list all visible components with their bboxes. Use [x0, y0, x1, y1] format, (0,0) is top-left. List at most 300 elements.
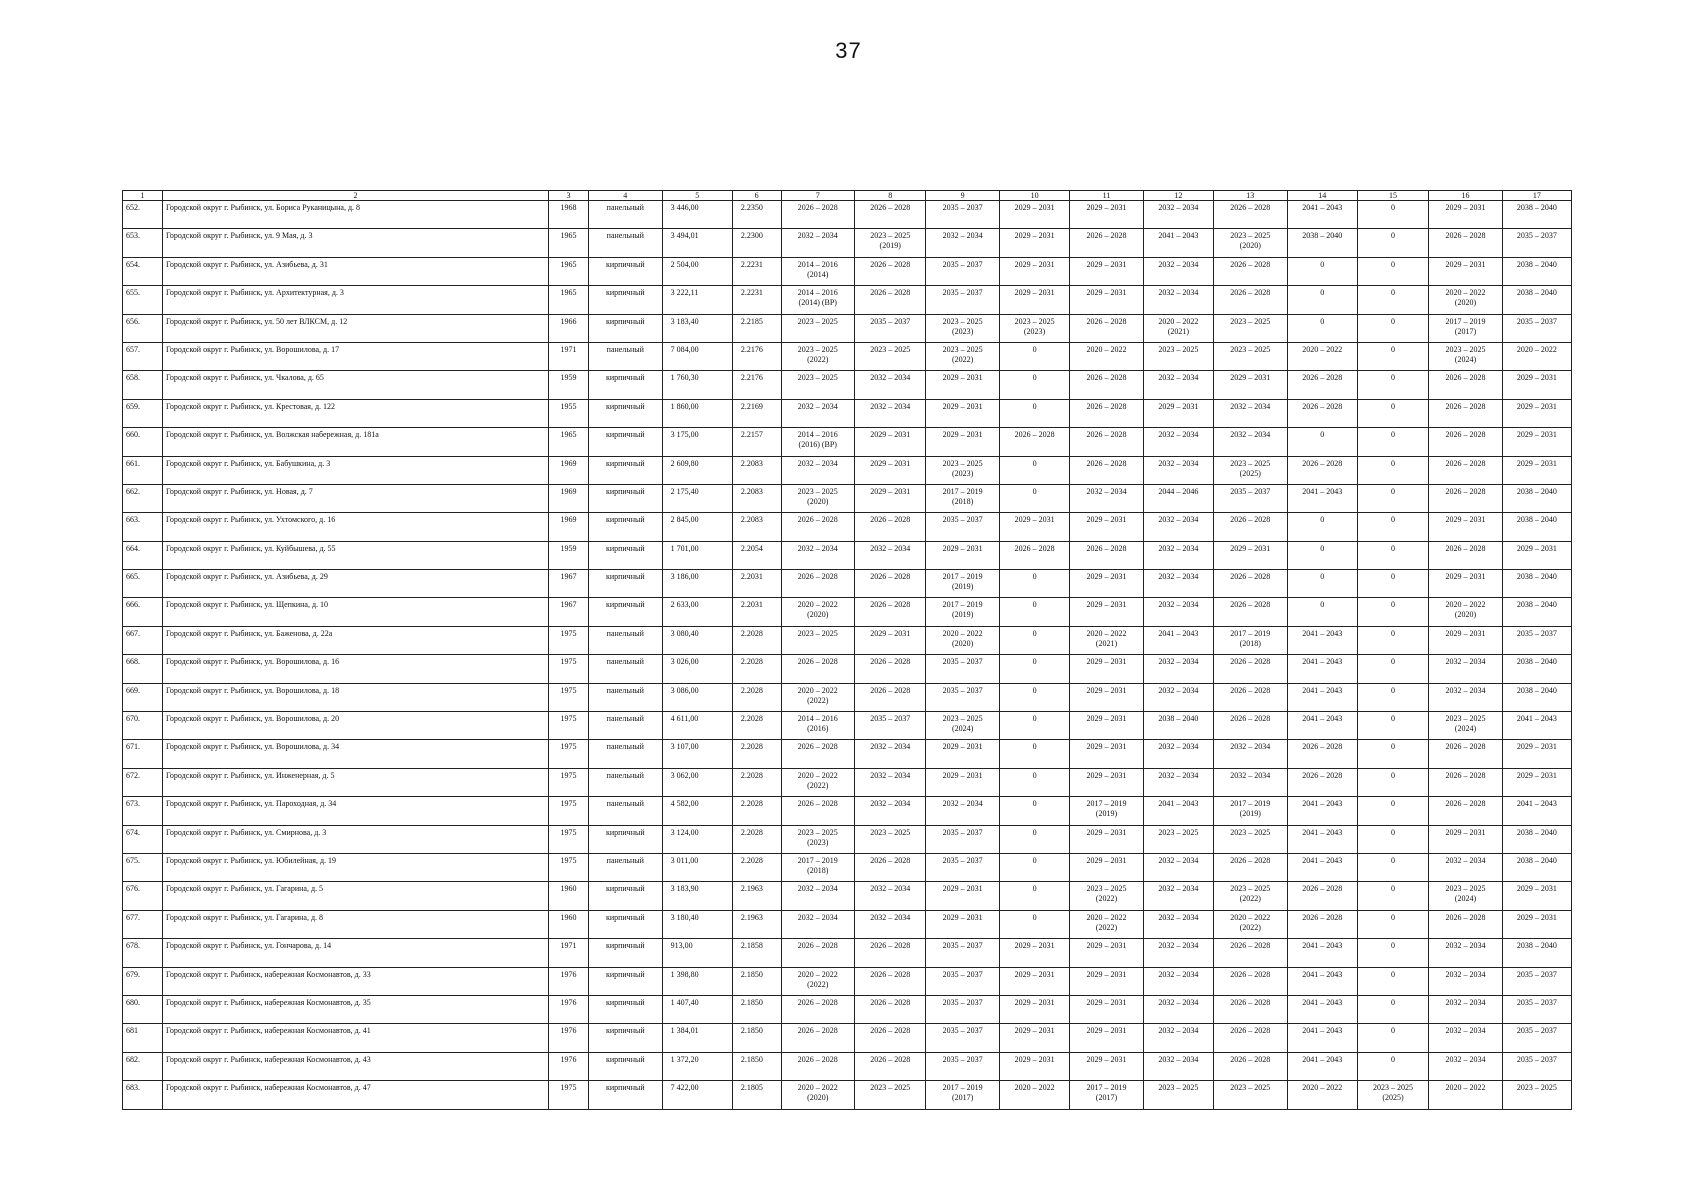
cell-subtext: (2014): [807, 269, 829, 279]
cell-text: 2023 – 2025: [1445, 344, 1486, 354]
cell-subtext: (2014) (ВР): [798, 298, 837, 308]
cell-text: 2023 – 2025: [1086, 884, 1127, 894]
cell-period-col-8: [855, 1024, 926, 1052]
cell-period-col-16: [1429, 399, 1503, 427]
cell-text: 2020 – 2022: [797, 969, 838, 979]
cell-period-col-10: [999, 995, 1069, 1023]
cell-text: 2023 – 2025: [1158, 827, 1199, 837]
cell-text: 2020 – 2022: [1086, 628, 1127, 638]
cell-text: 2032 – 2034: [1445, 685, 1486, 695]
cell-text: 2032 – 2034: [870, 799, 911, 809]
cell-area: [662, 626, 732, 654]
cell-row-number: [123, 939, 163, 967]
cell-text: 2035 – 2037: [942, 855, 983, 865]
cell-text: 2029 – 2031: [1086, 1054, 1127, 1064]
cell-period-col-17: [1502, 655, 1571, 683]
cell-text: 1 384,01: [670, 1026, 699, 1036]
cell-text: 2023 – 2025: [870, 827, 911, 837]
cell-text: 1976: [560, 997, 577, 1007]
cell-period-col-14: [1287, 825, 1357, 853]
cell-priority-index: [732, 910, 781, 938]
cell-text: 2032 – 2034: [1158, 259, 1199, 269]
cell-period-col-13: [1214, 201, 1288, 229]
cell-text: 2032 – 2034: [1445, 1054, 1486, 1064]
cell-text: 2026 – 2028: [797, 572, 838, 582]
cell-text: 2041 – 2043: [1302, 969, 1343, 979]
cell-period-col-10: [999, 513, 1069, 541]
cell-subtext: (2023): [951, 326, 974, 336]
cell-period-col-11: [1070, 229, 1144, 257]
cell-period-col-17: [1502, 229, 1571, 257]
cell-text: Городской округ г. Рыбинск, ул. Смирнова, д. 3: [166, 827, 327, 837]
cell-period-col-11: [1070, 882, 1144, 910]
cell-subtext: (2023): [1023, 326, 1046, 336]
cell-period-col-9: [926, 484, 1000, 512]
cell-text: кирпичный: [605, 827, 645, 837]
cell-text: 672.: [126, 770, 140, 780]
table-row: [123, 995, 1572, 1023]
cell-period-col-9: [926, 995, 1000, 1023]
cell-row-number: [123, 683, 163, 711]
cell-text: 1967: [560, 572, 577, 582]
cell-text: 2026 – 2028: [1445, 742, 1486, 752]
cell-address: [163, 712, 549, 740]
cell-text: 2026 – 2028: [870, 997, 911, 1007]
cell-period-col-7: [781, 1081, 855, 1109]
cell-row-number: [123, 910, 163, 938]
column-header-17: 17: [1502, 191, 1571, 201]
cell-period-col-15: [1357, 1052, 1428, 1080]
cell-period-col-7: [781, 825, 855, 853]
cell-text: 2029 – 2031: [942, 884, 983, 894]
cell-text: 2041 – 2043: [1302, 997, 1343, 1007]
cell-period-col-14: [1287, 768, 1357, 796]
cell-priority-index: [732, 1081, 781, 1109]
cell-wall-material: [589, 201, 663, 229]
cell-build-year: [549, 967, 589, 995]
cell-text: 2026 – 2028: [870, 657, 911, 667]
cell-period-col-9: [926, 797, 1000, 825]
cell-period-col-15: [1357, 201, 1428, 229]
cell-period-col-8: [855, 712, 926, 740]
cell-period-col-16: [1429, 995, 1503, 1023]
cell-period-col-16: [1429, 740, 1503, 768]
cell-text: 1 407,40: [670, 997, 699, 1007]
cell-text: 0: [1032, 827, 1037, 837]
cell-period-col-14: [1287, 967, 1357, 995]
cell-period-col-8: [855, 314, 926, 342]
cell-text: 2029 – 2031: [1445, 203, 1486, 212]
cell-period-col-13: [1214, 570, 1288, 598]
cell-text: 0: [1391, 969, 1395, 979]
cell-text: Городской округ г. Рыбинск, ул. Гагарина, д. 8: [166, 912, 324, 922]
cell-row-number: [123, 201, 163, 229]
cell-text: 2032 – 2034: [870, 543, 911, 553]
cell-priority-index: [732, 513, 781, 541]
cell-period-col-11: [1070, 286, 1144, 314]
cell-text: 2041 – 2043: [1302, 714, 1343, 724]
cell-text: 2041 – 2043: [1302, 628, 1343, 638]
cell-build-year: [549, 626, 589, 654]
cell-text: 2020 – 2022: [797, 600, 838, 610]
cell-period-col-12: [1143, 910, 1213, 938]
cell-text: 2029 – 2031: [942, 543, 983, 553]
cell-period-col-15: [1357, 513, 1428, 541]
cell-text: 2026 – 2028: [797, 203, 838, 212]
cell-text: панельный: [606, 714, 644, 724]
cell-text: 0: [1032, 855, 1037, 865]
cell-build-year: [549, 513, 589, 541]
cell-build-year: [549, 683, 589, 711]
table-row: [123, 712, 1572, 740]
cell-text: 1967: [560, 600, 577, 610]
cell-build-year: [549, 740, 589, 768]
table-row: [123, 456, 1572, 484]
cell-text: 3 183,90: [670, 884, 699, 894]
cell-text: панельный: [606, 344, 644, 354]
cell-text: 0: [1391, 770, 1395, 780]
cell-address: [163, 541, 549, 569]
cell-subtext: (2017): [951, 1093, 974, 1103]
cell-text: 2014 – 2016: [797, 288, 838, 298]
cell-text: 1965: [560, 259, 577, 269]
cell-address: [163, 598, 549, 626]
cell-row-number: [123, 967, 163, 995]
cell-text: 2023 – 2025: [870, 344, 911, 354]
cell-text: 2029 – 2031: [1445, 259, 1486, 269]
cell-build-year: [549, 371, 589, 399]
cell-period-col-12: [1143, 428, 1213, 456]
cell-text: 2032 – 2034: [1445, 1026, 1486, 1036]
cell-text: 0: [1032, 628, 1037, 638]
cell-text: 2026 – 2028: [870, 259, 911, 269]
cell-priority-index: [732, 598, 781, 626]
cell-period-col-7: [781, 598, 855, 626]
cell-period-col-15: [1357, 428, 1428, 456]
cell-build-year: [549, 428, 589, 456]
cell-text: 0: [1391, 231, 1395, 241]
cell-text: Городской округ г. Рыбинск, ул. Крестовая, д. 122: [166, 401, 336, 411]
cell-text: 2017 – 2019: [942, 486, 983, 496]
cell-text: Городской округ г. Рыбинск, набережная Космонавтов, д. 43: [166, 1054, 371, 1064]
cell-text: кирпичный: [605, 941, 645, 951]
cell-wall-material: [589, 882, 663, 910]
column-header-16: 16: [1429, 191, 1503, 201]
cell-text: 2026 – 2028: [1230, 1026, 1271, 1036]
cell-text: 2026 – 2028: [1086, 543, 1127, 553]
cell-area: [662, 257, 732, 285]
cell-text: 0: [1032, 486, 1037, 496]
cell-priority-index: [732, 967, 781, 995]
cell-text: 0: [1391, 344, 1395, 354]
cell-row-number: [123, 882, 163, 910]
cell-period-col-14: [1287, 314, 1357, 342]
cell-text: Городской округ г. Рыбинск, ул. Волжская набережная, д. 181а: [166, 430, 379, 440]
cell-text: 2029 – 2031: [1086, 770, 1127, 780]
cell-address: [163, 399, 549, 427]
cell-text: Городской округ г. Рыбинск, ул. Ворошилова, д. 20: [166, 714, 340, 724]
cell-period-col-13: [1214, 342, 1288, 370]
cell-text: панельный: [606, 231, 644, 241]
cell-text: 2020 – 2022: [1014, 1083, 1055, 1093]
cell-text: 2026 – 2028: [1445, 458, 1486, 468]
cell-text: 7 422,00: [670, 1083, 699, 1093]
cell-period-col-16: [1429, 797, 1503, 825]
cell-text: 663.: [126, 515, 140, 525]
cell-text: 2032 – 2034: [1158, 742, 1199, 752]
cell-address: [163, 371, 549, 399]
cell-subtext: (2022): [1095, 922, 1118, 932]
cell-text: 2032 – 2034: [870, 770, 911, 780]
cell-text: 0: [1391, 1026, 1395, 1036]
cell-text: 2026 – 2028: [797, 742, 838, 752]
cell-text: 2026 – 2028: [870, 572, 911, 582]
cell-text: 2026 – 2028: [1230, 600, 1271, 610]
cell-period-col-8: [855, 995, 926, 1023]
cell-text: 1976: [560, 1054, 577, 1064]
cell-period-col-12: [1143, 286, 1213, 314]
cell-text: 0: [1032, 714, 1037, 724]
cell-period-col-8: [855, 882, 926, 910]
table-row: [123, 655, 1572, 683]
cell-period-col-11: [1070, 399, 1144, 427]
cell-build-year: [549, 1081, 589, 1109]
cell-text: 2038 – 2040: [1158, 714, 1199, 724]
cell-row-number: [123, 513, 163, 541]
cell-text: 7 084,00: [670, 344, 699, 354]
cell-period-col-13: [1214, 286, 1288, 314]
cell-text: 0: [1320, 430, 1325, 440]
cell-subtext: (2022): [1239, 894, 1261, 904]
cell-text: 2035 – 2037: [942, 997, 983, 1007]
cell-text: 2032 – 2034: [1158, 912, 1199, 922]
cell-period-col-10: [999, 484, 1069, 512]
cell-text: Городской округ г. Рыбинск, ул. Азибьева, д. 29: [166, 572, 328, 582]
cell-text: 2026 – 2028: [1230, 714, 1271, 724]
cell-period-col-11: [1070, 342, 1144, 370]
cell-text: кирпичный: [605, 912, 645, 922]
cell-text: 0: [1391, 401, 1395, 411]
cell-text: 2032 – 2034: [797, 458, 838, 468]
cell-period-col-10: [999, 570, 1069, 598]
table-row: [123, 201, 1572, 229]
cell-period-col-14: [1287, 797, 1357, 825]
cell-text: 2026 – 2028: [1445, 231, 1486, 241]
cell-text: 2026 – 2028: [797, 941, 838, 951]
cell-priority-index: [732, 683, 781, 711]
cell-text: 2026 – 2028: [1302, 912, 1343, 922]
cell-wall-material: [589, 286, 663, 314]
cell-text: Городской округ г. Рыбинск, набережная Космонавтов, д. 47: [166, 1083, 371, 1093]
cell-period-col-17: [1502, 967, 1571, 995]
cell-period-col-14: [1287, 456, 1357, 484]
cell-text: 2032 – 2034: [1445, 941, 1486, 951]
cell-period-col-7: [781, 939, 855, 967]
cell-period-col-14: [1287, 541, 1357, 569]
cell-period-col-17: [1502, 740, 1571, 768]
cell-text: 680.: [126, 997, 140, 1007]
cell-period-col-14: [1287, 683, 1357, 711]
table-row: [123, 229, 1572, 257]
cell-text: 671.: [126, 742, 140, 752]
cell-priority-index: [732, 655, 781, 683]
column-header-7: 7: [781, 191, 855, 201]
cell-text: кирпичный: [605, 600, 645, 610]
cell-period-col-9: [926, 541, 1000, 569]
cell-period-col-10: [999, 797, 1069, 825]
cell-subtext: (2022): [807, 695, 829, 705]
cell-text: 2026 – 2028: [1445, 401, 1486, 411]
cell-text: 679.: [126, 969, 140, 979]
cell-period-col-14: [1287, 513, 1357, 541]
cell-text: кирпичный: [605, 458, 645, 468]
cell-wall-material: [589, 1024, 663, 1052]
cell-text: 2026 – 2028: [1445, 486, 1486, 496]
cell-period-col-9: [926, 513, 1000, 541]
cell-period-col-10: [999, 853, 1069, 881]
cell-period-col-8: [855, 939, 926, 967]
cell-priority-index: [732, 286, 781, 314]
cell-text: 2023 – 2025: [1445, 714, 1486, 724]
cell-text: 665.: [126, 572, 140, 582]
cell-build-year: [549, 257, 589, 285]
cell-period-col-8: [855, 797, 926, 825]
cell-text: кирпичный: [605, 259, 645, 269]
cell-text: 1 701,00: [670, 543, 699, 553]
cell-text: 2029 – 2031: [1445, 827, 1486, 837]
cell-period-col-9: [926, 314, 1000, 342]
cell-wall-material: [589, 1081, 663, 1109]
cell-text: 0: [1032, 742, 1037, 752]
cell-text: 2026 – 2028: [1445, 799, 1486, 809]
cell-text: 1975: [560, 827, 577, 837]
cell-area: [662, 371, 732, 399]
cell-period-col-10: [999, 456, 1069, 484]
cell-period-col-9: [926, 626, 1000, 654]
cell-text: 2.2028: [740, 685, 763, 695]
cell-text: 2023 – 2025: [797, 344, 838, 354]
cell-text: 667.: [126, 628, 140, 638]
column-header-10: 10: [999, 191, 1069, 201]
cell-subtext: (2024): [1454, 724, 1477, 734]
cell-period-col-13: [1214, 229, 1288, 257]
cell-text: 2032 – 2034: [1230, 770, 1271, 780]
cell-wall-material: [589, 314, 663, 342]
cell-row-number: [123, 1024, 163, 1052]
cell-text: 0: [1391, 543, 1395, 553]
cell-wall-material: [589, 342, 663, 370]
cell-text: 2023 – 2025: [1230, 231, 1271, 241]
cell-text: 1968: [560, 203, 577, 212]
cell-text: Городской округ г. Рыбинск, ул. Чкалова, д. 65: [166, 373, 324, 383]
cell-text: 4 582,00: [670, 799, 699, 809]
cell-period-col-16: [1429, 683, 1503, 711]
cell-text: 3 011,00: [670, 855, 699, 865]
cell-text: 2026 – 2028: [797, 515, 838, 525]
cell-address: [163, 995, 549, 1023]
cell-period-col-12: [1143, 797, 1213, 825]
cell-period-col-12: [1143, 456, 1213, 484]
cell-text: кирпичный: [605, 969, 645, 979]
cell-period-col-7: [781, 967, 855, 995]
cell-text: 2032 – 2034: [1158, 685, 1199, 695]
cell-build-year: [549, 712, 589, 740]
cell-priority-index: [732, 853, 781, 881]
cell-text: 2029 – 2031: [870, 628, 911, 638]
cell-text: 2029 – 2031: [942, 770, 983, 780]
cell-text: 2.2028: [740, 770, 763, 780]
cell-subtext: (2019): [951, 610, 974, 620]
cell-build-year: [549, 995, 589, 1023]
cell-period-col-7: [781, 286, 855, 314]
cell-area: [662, 513, 732, 541]
cell-address: [163, 229, 549, 257]
cell-area: [662, 967, 732, 995]
cell-area: [662, 484, 732, 512]
cell-text: 678.: [126, 941, 140, 951]
cell-period-col-10: [999, 768, 1069, 796]
cell-text: 0: [1391, 486, 1395, 496]
cell-text: 2 609,80: [670, 458, 699, 468]
cell-period-col-12: [1143, 257, 1213, 285]
cell-text: 2026 – 2028: [870, 969, 911, 979]
cell-wall-material: [589, 541, 663, 569]
cell-period-col-15: [1357, 768, 1428, 796]
cell-wall-material: [589, 456, 663, 484]
cell-wall-material: [589, 1052, 663, 1080]
cell-text: 0: [1391, 742, 1395, 752]
cell-text: 2 175,40: [670, 486, 699, 496]
cell-text: Городской округ г. Рыбинск, ул. Гагарина, д. 5: [166, 884, 324, 894]
cell-text: 2032 – 2034: [1086, 486, 1127, 496]
cell-text: 2032 – 2034: [1158, 600, 1199, 610]
cell-period-col-11: [1070, 825, 1144, 853]
cell-subtext: (2025): [1239, 468, 1261, 478]
cell-text: 2032 – 2034: [870, 884, 911, 894]
cell-text: 2032 – 2034: [1158, 373, 1199, 383]
cell-text: 1965: [560, 231, 577, 241]
cell-text: 2026 – 2028: [1230, 941, 1271, 951]
cell-text: 2026 – 2028: [870, 515, 911, 525]
cell-text: 2014 – 2016: [797, 430, 838, 440]
cell-period-col-16: [1429, 825, 1503, 853]
cell-area: [662, 541, 732, 569]
cell-period-col-9: [926, 882, 1000, 910]
cell-text: 2029 – 2031: [870, 430, 911, 440]
cell-text: 2032 – 2034: [1158, 430, 1199, 440]
cell-text: 2032 – 2034: [942, 231, 983, 241]
table-row: [123, 541, 1572, 569]
cell-text: 0: [1391, 572, 1395, 582]
cell-text: 1960: [560, 912, 577, 922]
cell-period-col-13: [1214, 768, 1288, 796]
cell-address: [163, 484, 549, 512]
cell-period-col-13: [1214, 655, 1288, 683]
cell-period-col-8: [855, 399, 926, 427]
cell-subtext: (2020): [1239, 241, 1261, 251]
cell-period-col-9: [926, 257, 1000, 285]
cell-text: 2041 – 2043: [1158, 628, 1199, 638]
cell-area: [662, 825, 732, 853]
cell-text: 2029 – 2031: [1014, 203, 1055, 212]
cell-subtext: (2020): [807, 610, 829, 620]
cell-period-col-8: [855, 201, 926, 229]
cell-period-col-11: [1070, 967, 1144, 995]
cell-row-number: [123, 541, 163, 569]
cell-build-year: [549, 201, 589, 229]
cell-text: 2023 – 2025: [1230, 1083, 1271, 1093]
cell-text: 2014 – 2016: [797, 259, 838, 269]
